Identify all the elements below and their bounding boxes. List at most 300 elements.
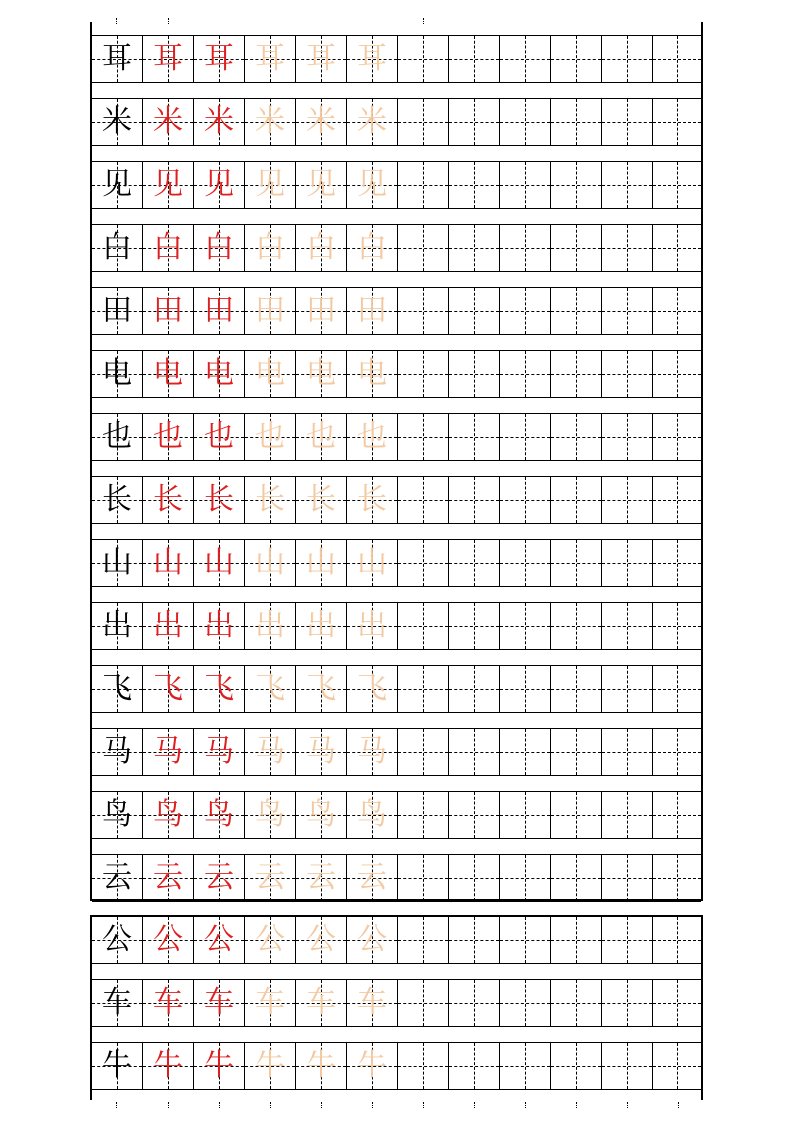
faint-trace-cell bbox=[347, 99, 398, 145]
model-char-cell bbox=[92, 855, 143, 901]
writing-cell[interactable] bbox=[398, 162, 449, 208]
practice-row bbox=[92, 350, 701, 398]
faint-trace-cell bbox=[296, 288, 347, 334]
faint-trace-char: 出 bbox=[306, 608, 336, 643]
guide-tick bbox=[168, 1102, 169, 1108]
trace-char: 出 bbox=[204, 608, 234, 643]
faint-trace-char: 山 bbox=[306, 545, 336, 580]
writing-cell[interactable] bbox=[551, 414, 602, 460]
writing-cell[interactable] bbox=[653, 162, 701, 208]
trace-char: 白 bbox=[204, 230, 234, 265]
writing-cell[interactable] bbox=[653, 414, 701, 460]
writing-cell[interactable] bbox=[653, 36, 701, 82]
faint-trace-char: 见 bbox=[255, 167, 285, 202]
writing-cell[interactable] bbox=[653, 540, 701, 586]
model-char-cell bbox=[92, 351, 143, 397]
writing-cell[interactable] bbox=[653, 351, 701, 397]
model-char-cell bbox=[92, 729, 143, 775]
guide-tick bbox=[372, 1102, 373, 1108]
practice-sheet-1 bbox=[90, 22, 703, 901]
writing-cell[interactable] bbox=[449, 855, 500, 901]
guide-tick bbox=[168, 18, 169, 24]
trace-char-cell bbox=[143, 540, 194, 586]
trace-char: 长 bbox=[204, 482, 234, 517]
trace-char-cell bbox=[194, 792, 245, 838]
writing-cell[interactable] bbox=[449, 288, 500, 334]
writing-cell[interactable] bbox=[398, 99, 449, 145]
faint-trace-cell bbox=[347, 36, 398, 82]
trace-char-cell bbox=[143, 162, 194, 208]
writing-cell[interactable] bbox=[602, 917, 653, 963]
trace-char-cell bbox=[194, 162, 245, 208]
faint-trace-char: 鸟 bbox=[306, 797, 336, 832]
faint-trace-char: 车 bbox=[357, 985, 387, 1020]
trace-char: 牛 bbox=[153, 1048, 183, 1083]
trace-char: 电 bbox=[153, 356, 183, 391]
writing-cell[interactable] bbox=[449, 351, 500, 397]
trace-char-cell bbox=[194, 540, 245, 586]
faint-trace-cell bbox=[347, 729, 398, 775]
trace-char: 飞 bbox=[153, 671, 183, 706]
faint-trace-cell bbox=[245, 36, 296, 82]
faint-trace-cell bbox=[296, 980, 347, 1026]
writing-cell[interactable] bbox=[602, 36, 653, 82]
practice-row bbox=[92, 602, 701, 650]
writing-cell[interactable] bbox=[653, 603, 701, 649]
writing-cell[interactable] bbox=[500, 351, 551, 397]
trace-char-cell bbox=[143, 1043, 194, 1089]
trace-char-cell bbox=[143, 980, 194, 1026]
trace-char-cell bbox=[194, 917, 245, 963]
faint-trace-char: 耳 bbox=[357, 41, 387, 76]
writing-cell[interactable] bbox=[551, 603, 602, 649]
trace-char: 车 bbox=[204, 985, 234, 1020]
trace-char: 米 bbox=[204, 104, 234, 139]
faint-trace-cell bbox=[296, 666, 347, 712]
faint-trace-char: 电 bbox=[357, 356, 387, 391]
writing-cell[interactable] bbox=[602, 351, 653, 397]
trace-char: 电 bbox=[204, 356, 234, 391]
model-char: 白 bbox=[102, 230, 132, 265]
writing-cell[interactable] bbox=[398, 288, 449, 334]
writing-cell[interactable] bbox=[653, 792, 701, 838]
writing-cell[interactable] bbox=[551, 225, 602, 271]
trace-char-cell bbox=[194, 477, 245, 523]
faint-trace-char: 耳 bbox=[255, 41, 285, 76]
trace-char: 米 bbox=[153, 104, 183, 139]
faint-trace-char: 山 bbox=[255, 545, 285, 580]
model-char-cell bbox=[92, 414, 143, 460]
trace-char: 公 bbox=[204, 922, 234, 957]
faint-trace-cell bbox=[296, 729, 347, 775]
practice-row bbox=[92, 979, 701, 1027]
writing-cell[interactable] bbox=[551, 477, 602, 523]
writing-cell[interactable] bbox=[398, 540, 449, 586]
trace-char: 见 bbox=[153, 167, 183, 202]
writing-cell[interactable] bbox=[653, 729, 701, 775]
model-char: 山 bbox=[102, 545, 132, 580]
writing-cell[interactable] bbox=[500, 99, 551, 145]
faint-trace-cell bbox=[347, 477, 398, 523]
writing-cell[interactable] bbox=[500, 980, 551, 1026]
trace-char-cell bbox=[194, 36, 245, 82]
trace-char-cell bbox=[143, 855, 194, 901]
trace-char-cell bbox=[194, 666, 245, 712]
writing-cell[interactable] bbox=[449, 414, 500, 460]
guide-tick bbox=[525, 1102, 526, 1108]
writing-cell[interactable] bbox=[398, 792, 449, 838]
writing-cell[interactable] bbox=[398, 1043, 449, 1089]
practice-row bbox=[92, 413, 701, 461]
faint-trace-char: 长 bbox=[255, 482, 285, 517]
faint-trace-cell bbox=[296, 162, 347, 208]
practice-sheet-2 bbox=[90, 915, 703, 1100]
writing-cell[interactable] bbox=[449, 1043, 500, 1089]
faint-trace-cell bbox=[245, 917, 296, 963]
trace-char-cell bbox=[194, 729, 245, 775]
faint-trace-char: 长 bbox=[357, 482, 387, 517]
faint-trace-cell bbox=[296, 792, 347, 838]
writing-cell[interactable] bbox=[602, 855, 653, 901]
writing-cell[interactable] bbox=[500, 540, 551, 586]
faint-trace-char: 也 bbox=[306, 419, 336, 454]
faint-trace-cell bbox=[296, 1043, 347, 1089]
faint-trace-cell bbox=[347, 162, 398, 208]
writing-cell[interactable] bbox=[449, 99, 500, 145]
writing-cell[interactable] bbox=[398, 351, 449, 397]
faint-trace-cell bbox=[347, 414, 398, 460]
faint-trace-char: 见 bbox=[306, 167, 336, 202]
writing-cell[interactable] bbox=[602, 162, 653, 208]
faint-trace-cell bbox=[296, 99, 347, 145]
writing-cell[interactable] bbox=[602, 477, 653, 523]
writing-cell[interactable] bbox=[551, 729, 602, 775]
model-char: 米 bbox=[102, 104, 132, 139]
faint-trace-cell bbox=[245, 351, 296, 397]
trace-char: 耳 bbox=[153, 41, 183, 76]
writing-cell[interactable] bbox=[551, 917, 602, 963]
trace-char: 马 bbox=[153, 734, 183, 769]
model-char: 鸟 bbox=[102, 797, 132, 832]
guide-tick bbox=[474, 1102, 475, 1108]
faint-trace-cell bbox=[245, 855, 296, 901]
writing-cell[interactable] bbox=[500, 36, 551, 82]
writing-cell[interactable] bbox=[602, 666, 653, 712]
faint-trace-cell bbox=[347, 351, 398, 397]
writing-cell[interactable] bbox=[602, 540, 653, 586]
model-char: 电 bbox=[102, 356, 132, 391]
faint-trace-cell bbox=[245, 1043, 296, 1089]
trace-char-cell bbox=[143, 917, 194, 963]
writing-cell[interactable] bbox=[551, 792, 602, 838]
guide-tick bbox=[321, 1102, 322, 1108]
faint-trace-cell bbox=[245, 414, 296, 460]
faint-trace-char: 马 bbox=[255, 734, 285, 769]
faint-trace-char: 云 bbox=[357, 860, 387, 895]
writing-cell[interactable] bbox=[398, 414, 449, 460]
faint-trace-char: 马 bbox=[306, 734, 336, 769]
model-char-cell bbox=[92, 477, 143, 523]
writing-cell[interactable] bbox=[398, 603, 449, 649]
trace-char-cell bbox=[194, 980, 245, 1026]
faint-trace-cell bbox=[245, 980, 296, 1026]
faint-trace-char: 米 bbox=[357, 104, 387, 139]
model-char: 车 bbox=[102, 985, 132, 1020]
trace-char: 也 bbox=[153, 419, 183, 454]
trace-char: 田 bbox=[153, 293, 183, 328]
faint-trace-cell bbox=[245, 99, 296, 145]
faint-trace-cell bbox=[245, 477, 296, 523]
trace-char: 白 bbox=[153, 230, 183, 265]
faint-trace-char: 白 bbox=[255, 230, 285, 265]
writing-cell[interactable] bbox=[551, 351, 602, 397]
trace-char-cell bbox=[143, 351, 194, 397]
trace-char: 鸟 bbox=[153, 797, 183, 832]
faint-trace-cell bbox=[347, 792, 398, 838]
faint-trace-char: 公 bbox=[357, 922, 387, 957]
model-char: 公 bbox=[102, 922, 132, 957]
writing-cell[interactable] bbox=[653, 288, 701, 334]
writing-cell[interactable] bbox=[551, 99, 602, 145]
model-char: 飞 bbox=[102, 671, 132, 706]
writing-cell[interactable] bbox=[398, 855, 449, 901]
trace-char: 飞 bbox=[204, 671, 234, 706]
faint-trace-cell bbox=[296, 477, 347, 523]
faint-trace-cell bbox=[347, 603, 398, 649]
writing-cell[interactable] bbox=[602, 792, 653, 838]
faint-trace-char: 白 bbox=[357, 230, 387, 265]
practice-row bbox=[92, 1042, 701, 1090]
trace-char-cell bbox=[143, 414, 194, 460]
trace-char: 公 bbox=[153, 922, 183, 957]
model-char-cell bbox=[92, 792, 143, 838]
writing-cell[interactable] bbox=[602, 288, 653, 334]
writing-cell[interactable] bbox=[551, 288, 602, 334]
practice-row bbox=[92, 791, 701, 839]
writing-cell[interactable] bbox=[500, 666, 551, 712]
writing-cell[interactable] bbox=[449, 162, 500, 208]
faint-trace-char: 电 bbox=[306, 356, 336, 391]
model-char-cell bbox=[92, 36, 143, 82]
trace-char: 耳 bbox=[204, 41, 234, 76]
writing-cell[interactable] bbox=[653, 666, 701, 712]
writing-cell[interactable] bbox=[551, 162, 602, 208]
writing-cell[interactable] bbox=[653, 1043, 701, 1089]
trace-char: 鸟 bbox=[204, 797, 234, 832]
faint-trace-cell bbox=[296, 540, 347, 586]
writing-cell[interactable] bbox=[551, 36, 602, 82]
writing-cell[interactable] bbox=[449, 225, 500, 271]
writing-cell[interactable] bbox=[398, 225, 449, 271]
trace-char: 出 bbox=[153, 608, 183, 643]
faint-trace-char: 长 bbox=[306, 482, 336, 517]
trace-char-cell bbox=[143, 288, 194, 334]
guide-tick bbox=[116, 18, 117, 24]
trace-char: 牛 bbox=[204, 1048, 234, 1083]
trace-char-cell bbox=[194, 855, 245, 901]
writing-cell[interactable] bbox=[602, 1043, 653, 1089]
writing-cell[interactable] bbox=[500, 792, 551, 838]
writing-cell[interactable] bbox=[500, 855, 551, 901]
writing-cell[interactable] bbox=[500, 917, 551, 963]
faint-trace-char: 牛 bbox=[357, 1048, 387, 1083]
faint-trace-char: 车 bbox=[255, 985, 285, 1020]
faint-trace-cell bbox=[245, 162, 296, 208]
faint-trace-cell bbox=[296, 351, 347, 397]
writing-cell[interactable] bbox=[449, 729, 500, 775]
faint-trace-cell bbox=[245, 225, 296, 271]
writing-cell[interactable] bbox=[653, 99, 701, 145]
practice-row bbox=[92, 98, 701, 146]
writing-cell[interactable] bbox=[602, 980, 653, 1026]
trace-char-cell bbox=[194, 414, 245, 460]
faint-trace-char: 田 bbox=[255, 293, 285, 328]
faint-trace-cell bbox=[296, 917, 347, 963]
guide-tick bbox=[270, 1102, 271, 1108]
writing-cell[interactable] bbox=[398, 36, 449, 82]
writing-cell[interactable] bbox=[500, 477, 551, 523]
trace-char-cell bbox=[194, 99, 245, 145]
faint-trace-cell bbox=[347, 540, 398, 586]
faint-trace-char: 也 bbox=[255, 419, 285, 454]
writing-cell[interactable] bbox=[500, 162, 551, 208]
model-char: 出 bbox=[102, 608, 132, 643]
faint-trace-char: 飞 bbox=[306, 671, 336, 706]
practice-row bbox=[92, 476, 701, 524]
writing-cell[interactable] bbox=[500, 414, 551, 460]
writing-cell[interactable] bbox=[398, 666, 449, 712]
model-char-cell bbox=[92, 980, 143, 1026]
model-char-cell bbox=[92, 1043, 143, 1089]
model-char: 云 bbox=[102, 860, 132, 895]
model-char: 也 bbox=[102, 419, 132, 454]
writing-cell[interactable] bbox=[551, 855, 602, 901]
trace-char-cell bbox=[143, 36, 194, 82]
practice-row bbox=[92, 665, 701, 713]
writing-cell[interactable] bbox=[500, 603, 551, 649]
guide-tick bbox=[219, 1102, 220, 1108]
writing-cell[interactable] bbox=[602, 414, 653, 460]
trace-char-cell bbox=[143, 603, 194, 649]
writing-cell[interactable] bbox=[500, 288, 551, 334]
trace-char-cell bbox=[143, 99, 194, 145]
writing-cell[interactable] bbox=[602, 729, 653, 775]
faint-trace-char: 耳 bbox=[306, 41, 336, 76]
writing-cell[interactable] bbox=[500, 729, 551, 775]
practice-row bbox=[92, 539, 701, 587]
writing-cell[interactable] bbox=[653, 225, 701, 271]
faint-trace-cell bbox=[245, 540, 296, 586]
model-char-cell bbox=[92, 162, 143, 208]
writing-cell[interactable] bbox=[398, 980, 449, 1026]
writing-cell[interactable] bbox=[449, 540, 500, 586]
trace-char-cell bbox=[143, 225, 194, 271]
faint-trace-char: 也 bbox=[357, 419, 387, 454]
faint-trace-char: 见 bbox=[357, 167, 387, 202]
trace-char-cell bbox=[194, 351, 245, 397]
faint-trace-cell bbox=[347, 855, 398, 901]
writing-cell[interactable] bbox=[653, 980, 701, 1026]
model-char-cell bbox=[92, 603, 143, 649]
writing-cell[interactable] bbox=[500, 225, 551, 271]
model-char: 田 bbox=[102, 293, 132, 328]
practice-row bbox=[92, 854, 701, 902]
faint-trace-cell bbox=[245, 792, 296, 838]
writing-cell[interactable] bbox=[449, 980, 500, 1026]
trace-char-cell bbox=[194, 288, 245, 334]
writing-cell[interactable] bbox=[449, 477, 500, 523]
faint-trace-char: 牛 bbox=[306, 1048, 336, 1083]
writing-cell[interactable] bbox=[551, 980, 602, 1026]
guide-tick bbox=[576, 1102, 577, 1108]
practice-row bbox=[92, 916, 701, 964]
faint-trace-cell bbox=[347, 666, 398, 712]
trace-char: 云 bbox=[204, 860, 234, 895]
trace-char-cell bbox=[143, 666, 194, 712]
trace-char: 也 bbox=[204, 419, 234, 454]
writing-cell[interactable] bbox=[398, 917, 449, 963]
faint-trace-cell bbox=[347, 288, 398, 334]
faint-trace-cell bbox=[245, 729, 296, 775]
writing-cell[interactable] bbox=[653, 477, 701, 523]
writing-cell[interactable] bbox=[500, 1043, 551, 1089]
writing-cell[interactable] bbox=[449, 792, 500, 838]
faint-trace-char: 山 bbox=[357, 545, 387, 580]
writing-cell[interactable] bbox=[602, 225, 653, 271]
practice-row bbox=[92, 728, 701, 776]
faint-trace-char: 电 bbox=[255, 356, 285, 391]
faint-trace-cell bbox=[296, 36, 347, 82]
writing-cell[interactable] bbox=[602, 603, 653, 649]
writing-cell[interactable] bbox=[449, 36, 500, 82]
faint-trace-cell bbox=[296, 855, 347, 901]
faint-trace-cell bbox=[296, 225, 347, 271]
writing-cell[interactable] bbox=[398, 477, 449, 523]
trace-char-cell bbox=[194, 225, 245, 271]
writing-cell[interactable] bbox=[551, 540, 602, 586]
trace-char: 长 bbox=[153, 482, 183, 517]
model-char: 长 bbox=[102, 482, 132, 517]
faint-trace-char: 田 bbox=[357, 293, 387, 328]
writing-cell[interactable] bbox=[653, 917, 701, 963]
faint-trace-char: 米 bbox=[306, 104, 336, 139]
faint-trace-char: 马 bbox=[357, 734, 387, 769]
trace-char: 云 bbox=[153, 860, 183, 895]
writing-cell[interactable] bbox=[449, 917, 500, 963]
writing-cell[interactable] bbox=[551, 1043, 602, 1089]
writing-cell[interactable] bbox=[551, 666, 602, 712]
faint-trace-cell bbox=[296, 603, 347, 649]
model-char-cell bbox=[92, 666, 143, 712]
writing-cell[interactable] bbox=[449, 603, 500, 649]
writing-cell[interactable] bbox=[449, 666, 500, 712]
practice-row bbox=[92, 161, 701, 209]
faint-trace-char: 出 bbox=[357, 608, 387, 643]
faint-trace-char: 田 bbox=[306, 293, 336, 328]
trace-char-cell bbox=[143, 792, 194, 838]
model-char: 耳 bbox=[102, 41, 132, 76]
faint-trace-char: 牛 bbox=[255, 1048, 285, 1083]
writing-cell[interactable] bbox=[398, 729, 449, 775]
writing-cell[interactable] bbox=[653, 855, 701, 901]
model-char-cell bbox=[92, 917, 143, 963]
faint-trace-cell bbox=[296, 414, 347, 460]
faint-trace-cell bbox=[347, 1043, 398, 1089]
model-char: 牛 bbox=[102, 1048, 132, 1083]
trace-char-cell bbox=[194, 1043, 245, 1089]
trace-char: 山 bbox=[153, 545, 183, 580]
writing-cell[interactable] bbox=[602, 99, 653, 145]
